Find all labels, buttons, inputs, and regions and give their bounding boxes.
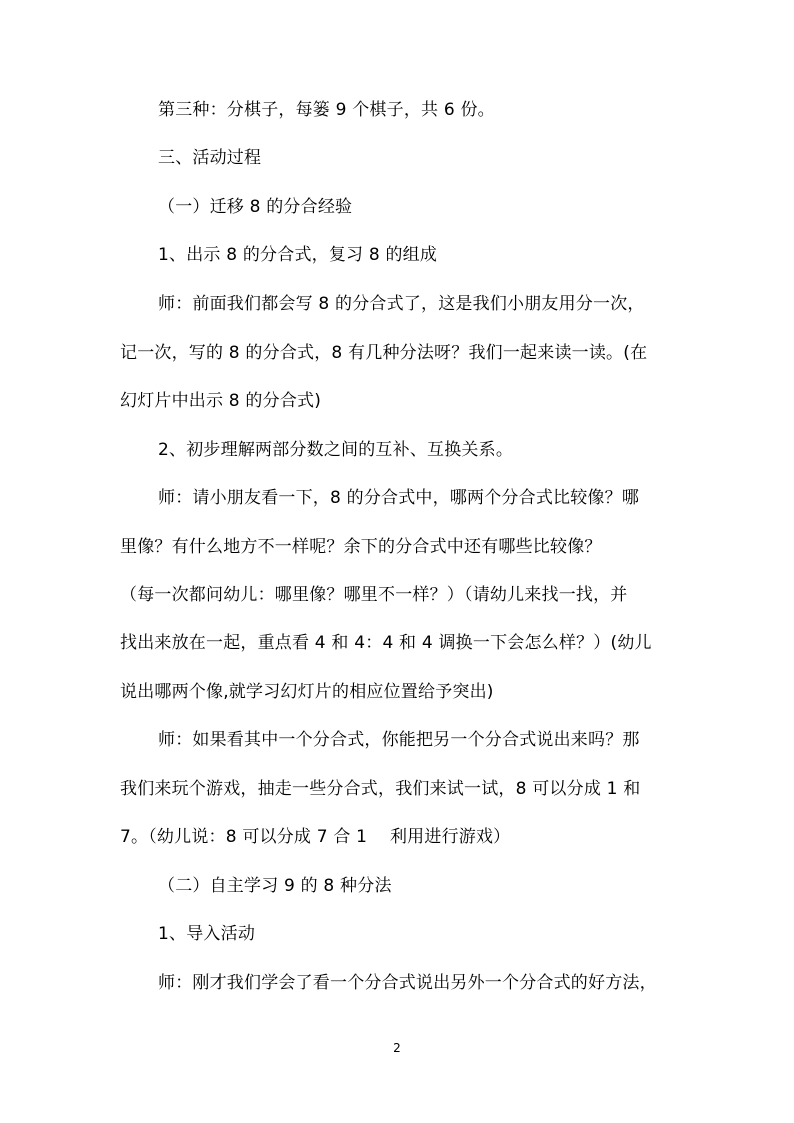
- text-line-third-method: 第三种：分棋子，每篓 9 个棋子，共 6 份。: [158, 100, 495, 120]
- paragraph-line: （每一次都问幼儿：哪里像？哪里不一样？）（请幼儿来找一找，并: [120, 585, 628, 605]
- step-heading-import: 1、导入活动: [158, 924, 256, 944]
- paragraph-line: 师：刚才我们学会了看一个分合式说出另外一个分合式的好方法，: [158, 973, 657, 993]
- paragraph-line: 师：请小朋友看一下，8 的分合式中，哪两个分合式比较像？哪: [158, 488, 640, 508]
- paragraph-line: 师：如果看其中一个分合式，你能把另一个分合式说出来吗？那: [158, 730, 640, 750]
- paragraph-line: 我们来玩个游戏，抽走一些分合式，我们来试一试，8 可以分成 1 和: [120, 779, 641, 799]
- paragraph-line: 找出来放在一起，重点看 4 和 4：4 和 4 调换一下会怎么样？）(幼儿: [120, 633, 652, 653]
- paragraph-line: 师：前面我们都会写 8 的分合式了，这是我们小朋友用分一次，: [158, 294, 645, 314]
- paragraph-line: 7。（幼儿说：8 可以分成 7 合 1 利用进行游戏）: [120, 827, 511, 847]
- paragraph-line: 里像？有什么地方不一样呢？余下的分合式中还有哪些比较像？: [120, 537, 602, 557]
- step-heading-2: 2、初步理解两部分数之间的互补、互换关系。: [158, 440, 514, 460]
- subsection-heading-1: （一）迁移 8 的分合经验: [158, 197, 353, 217]
- paragraph-line: 说出哪两个像,就学习幻灯片的相应位置给予突出): [120, 682, 494, 702]
- paragraph-line: 记一次，写的 8 的分合式，8 有几种分法呀？我们一起来读一读。(在: [120, 343, 648, 363]
- paragraph-line: 幻灯片中出示 8 的分合式): [120, 391, 322, 411]
- subsection-heading-2: （二）自主学习 9 的 8 种分法: [158, 876, 392, 896]
- step-heading-1: 1、出示 8 的分合式，复习 8 的组成: [158, 245, 438, 265]
- section-heading-activity-process: 三、活动过程: [158, 148, 262, 168]
- page-number: 2: [393, 1041, 401, 1055]
